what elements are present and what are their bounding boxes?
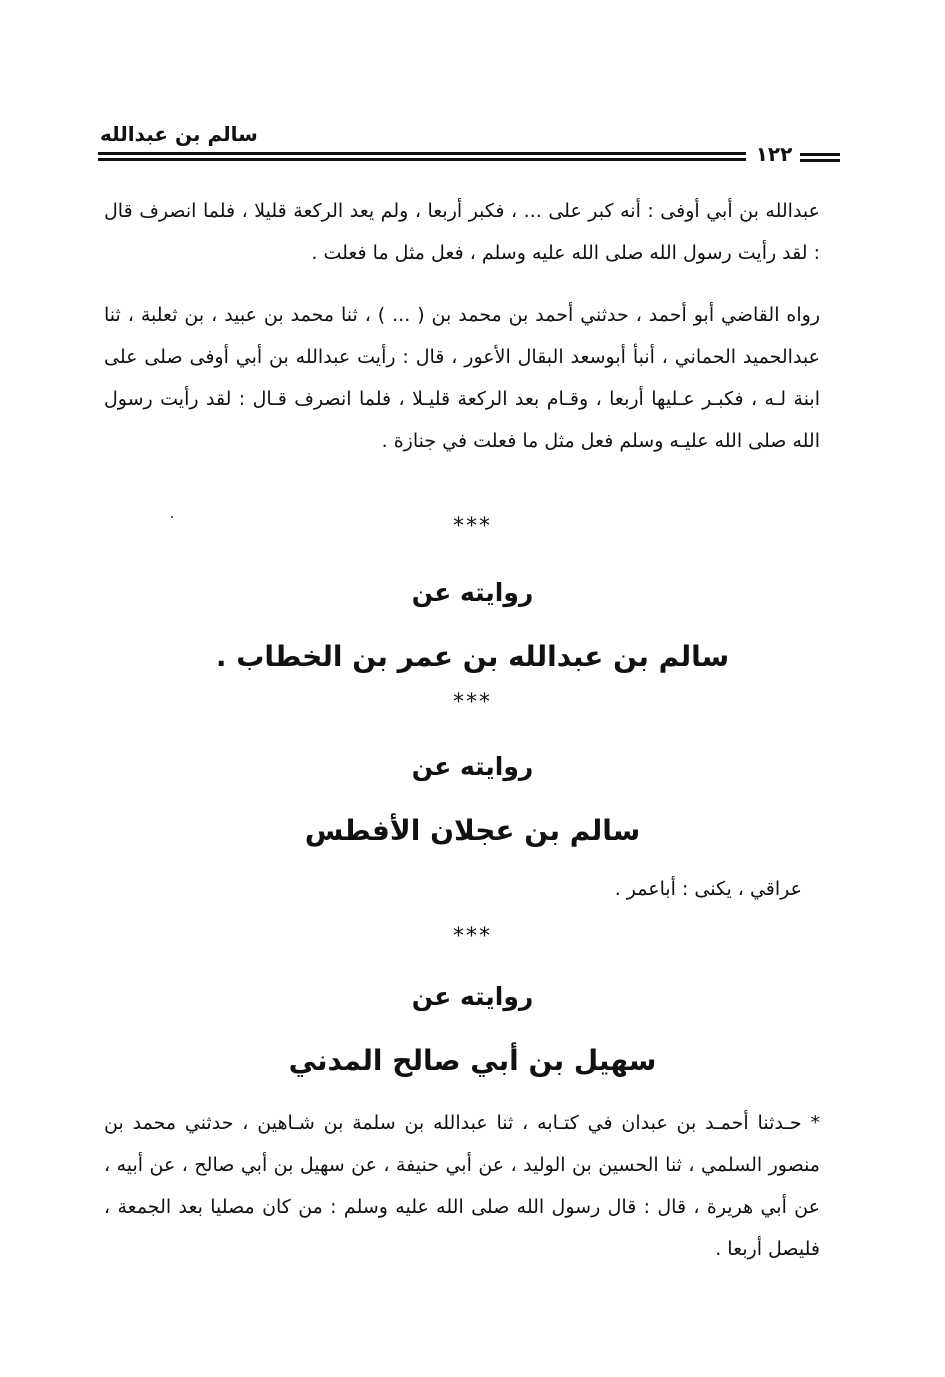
section-title: سالم بن عجلان الأفطس bbox=[304, 814, 641, 847]
header-rule bbox=[98, 152, 746, 159]
running-title: سالم بن عبدالله bbox=[100, 122, 258, 146]
section-label: روايته عن bbox=[411, 578, 534, 607]
paragraph-2: رواه القاضي أبو أحمد ، حدثني أحمد بن محمد بن ( ... ) ، ثنا محمد بن عبيد ، بن ثعلبة ، ثنا عبدالحميد الحماني ، أنبأ أبوسعد البقال الأعور ، قال : رأيت عبدالله بن أبي أوفى صلى على ابنة لـه ، فكبـر عـليها أربعا ، وقـام بعد الركعة قليـلا ، فلما انصرف قـال : لقد رأيت رسول الله صلى الله عليـه وسلم فعل مثل ما فعلت في جنازة . bbox=[104, 304, 820, 452]
separator-stars: *** bbox=[453, 514, 492, 539]
section-label: روايته عن bbox=[411, 982, 534, 1011]
separator-stars: *** bbox=[453, 690, 492, 715]
page-number: ١٢٢ bbox=[755, 142, 793, 166]
header-rule-right bbox=[800, 153, 840, 156]
paragraph-3: عراقي ، يكنى : أباعمر . bbox=[614, 878, 802, 900]
paragraph-1: عبدالله بن أبي أوفى : أنه كبر على ... ، فكبر أربعا ، ولم يعد الركعة قليلا ، فلما انصرف قال : لقد رأيت رسول الله صلى الله عليه وسلم ، فعل مثل ما فعلت . bbox=[104, 200, 820, 264]
section-label: روايته عن bbox=[411, 752, 534, 781]
section-title: سهيل بن أبي صالح المدني bbox=[288, 1044, 657, 1077]
paragraph-4: * حـدثنا أحمـد بن عبدان في كتـابه ، ثنا عبدالله بن سلمة بن شـاهين ، حدثني محمد بن منصور السلمي ، ثنا الحسين بن الوليد ، عن أبي حنيفة ، عن سهيل بن أبي صالح ، عن أبيه ، عن أبي هريرة ، قال : قال رسول الله صلى الله عليه وسلم : من كان مصليا بعد الجمعة ، فليصل أربعا . bbox=[104, 1112, 820, 1260]
section-title: سالم بن عبدالله بن عمر بن الخطاب . bbox=[215, 640, 730, 673]
separator-stars: *** bbox=[453, 924, 492, 949]
